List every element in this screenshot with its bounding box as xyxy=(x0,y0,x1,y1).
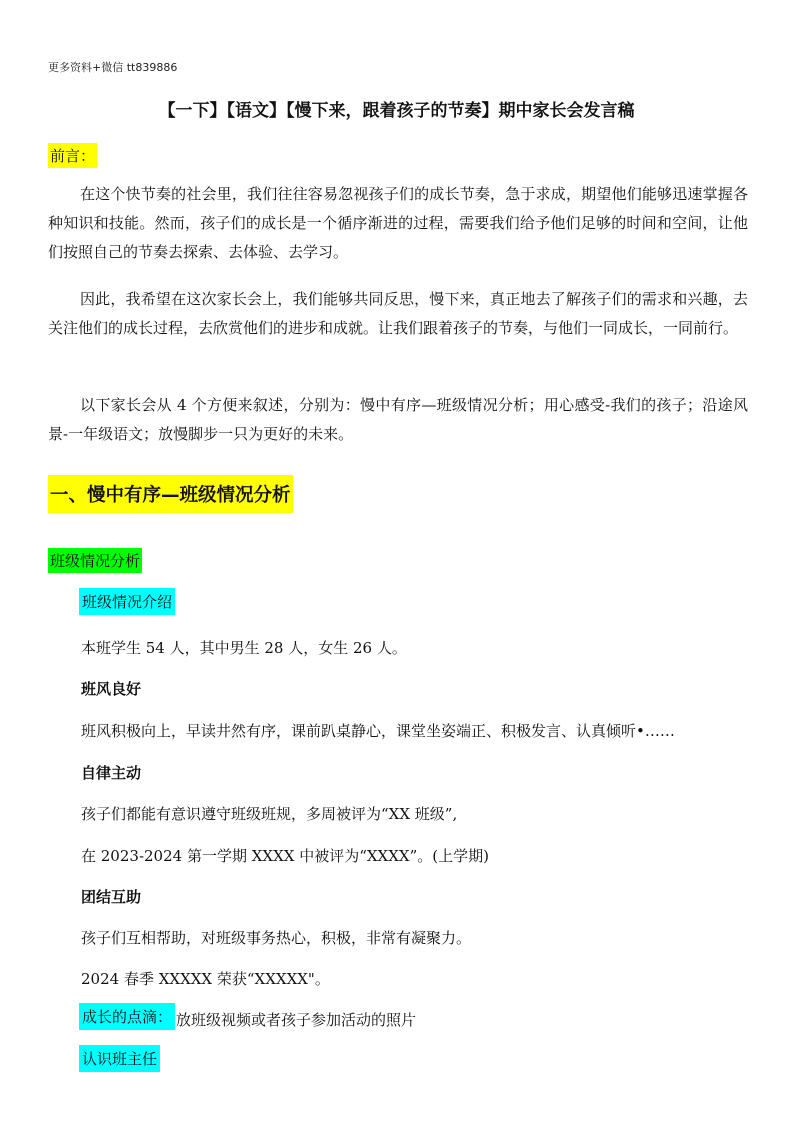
discipline-text-2: 在 2023-2024 第一学期 XXXX 中被评为“XXXX”。(上学期) xyxy=(81,847,489,865)
discipline-heading: 自律主动 xyxy=(81,764,142,782)
discipline-text-1: 孩子们都能有意识遵守班级班规，多周被评为“XX 班级”, xyxy=(81,805,458,823)
class-intro-text: 本班学生 54 人，其中男生 28 人，女生 26 人。 xyxy=(81,639,407,657)
class-style-heading: 班风良好 xyxy=(81,680,142,698)
unity-heading: 团结互助 xyxy=(81,888,142,906)
preface-label: 前言： xyxy=(48,143,97,168)
class-analysis-heading: 班级情况分析 xyxy=(48,548,142,573)
unity-text-2: 2024 春季 XXXXX 荣获“XXXXX"。 xyxy=(81,970,330,988)
preface-paragraph-1: 在这个快节奏的社会里，我们往往容易忽视孩子们的成长节奏，急于求成，期望他们能够迅速掌握各种知识和技能。然而，孩子们的成长是一个循序渐进的过程，需要我们给予他们足够的时间和空间，让他们按照自己的节奏去探索、去体验、去学习。 xyxy=(48,185,748,261)
growth-label: 成长的点滴： xyxy=(79,1003,175,1030)
growth-text: 放班级视频或者孩子参加活动的照片 xyxy=(176,1011,417,1029)
preface-paragraph-3: 以下家长会从 4 个方便来叙述，分别为：慢中有序—班级情况分析；用心感受-我们的孩子；沿途风景-一年级语文；放慢脚步一只为更好的未来。 xyxy=(48,396,748,443)
unity-text-1: 孩子们互相帮助，对班级事务热心，积极，非常有凝聚力。 xyxy=(81,929,472,947)
section-heading: 一、慢中有序—班级情况分析 xyxy=(48,475,293,513)
class-style-text: 班风积极向上，早读井然有序，课前趴桌静心，课堂坐姿端正、积极发言、认真倾听•…… xyxy=(81,722,675,740)
class-intro-label: 班级情况介绍 xyxy=(79,588,175,615)
preface-paragraph-2: 因此，我希望在这次家长会上，我们能够共同反思，慢下来，真正地去了解孩子们的需求和兴趣，去关注他们的成长过程，去欣赏他们的进步和成就。让我们跟着孩子的节奏，与他们一同成长，一同前行。 xyxy=(48,290,748,337)
teacher-label: 认识班主任 xyxy=(79,1045,160,1072)
document-title: 【一下】【语文】【慢下来，跟着孩子的节奏】期中家长会发言稿 xyxy=(158,101,635,121)
watermark-text: 更多资料+微信 tt839886 xyxy=(48,61,178,74)
